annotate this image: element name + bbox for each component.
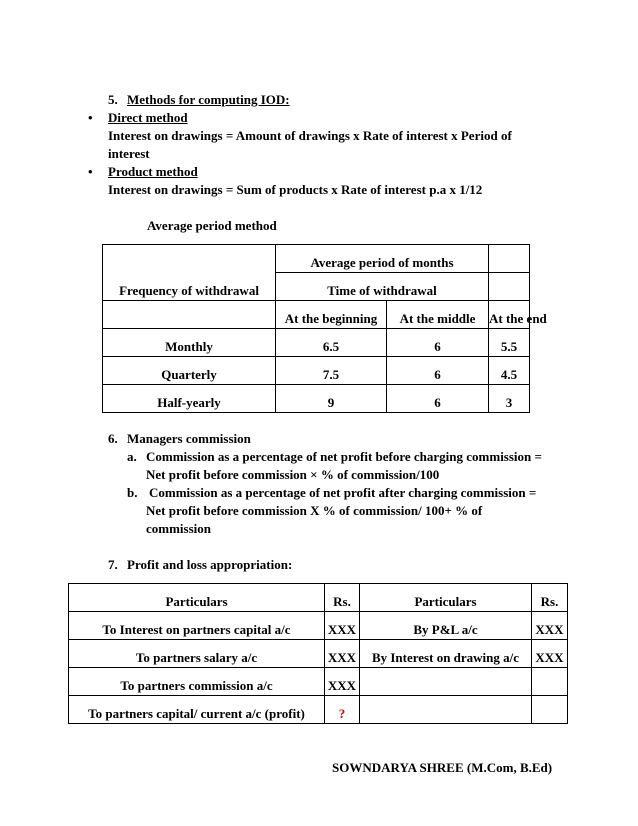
empty-cell (103, 301, 276, 329)
col-beginning-header: At the beginning (276, 301, 387, 329)
product-method-formula: Interest on drawings = Sum of products x Rate of interest p.a x 1/12 (108, 182, 483, 197)
credit-amount (532, 668, 568, 696)
row-label: Quarterly (103, 357, 276, 385)
row-label: Half-yearly (103, 385, 276, 413)
section-7-number: 7. (108, 557, 118, 572)
value-cell: 9 (276, 385, 387, 413)
item-b-marker: b. (127, 485, 138, 500)
debit-particular: To partners commission a/c (69, 668, 325, 696)
pl-appropriation-table (68, 583, 568, 724)
item-a-line2: Net profit before commission × % of commission/100 (146, 467, 440, 482)
empty-cell (489, 273, 530, 301)
credit-particular (360, 668, 532, 696)
time-of-withdrawal-header: Time of withdrawal (276, 273, 489, 301)
particulars-header: Particulars (69, 584, 325, 612)
credit-particular: By P&L a/c (360, 612, 532, 640)
frequency-header: Frequency of withdrawal (103, 245, 276, 301)
value-cell: 6.5 (276, 329, 387, 357)
item-a-line1: Commission as a percentage of net profit before charging commission = (146, 449, 542, 464)
credit-amount: XXX (532, 612, 568, 640)
direct-method-formula-line1: Interest on drawings = Amount of drawings x Rate of interest x Period of (108, 128, 512, 143)
particulars-header: Particulars (360, 584, 532, 612)
debit-particular: To partners salary a/c (69, 640, 325, 668)
credit-particular (360, 696, 532, 724)
table-header-row (69, 584, 568, 612)
debit-particular: To Interest on partners capital a/c (69, 612, 325, 640)
credit-particular: By Interest on drawing a/c (360, 640, 532, 668)
value-cell: 6 (387, 329, 489, 357)
debit-amount: XXX (325, 668, 360, 696)
credit-amount (532, 696, 568, 724)
avg-period-header: Average period of months (276, 245, 489, 273)
table-row (103, 357, 530, 385)
value-cell: 4.5 (489, 357, 530, 385)
value-cell: 6 (387, 357, 489, 385)
col-end-header: At the end (489, 301, 530, 329)
item-b-line1: Commission as a percentage of net profit after charging commission = (149, 485, 537, 500)
direct-method-title: Direct method (108, 110, 188, 125)
table-row (69, 612, 568, 640)
debit-amount: ? (325, 696, 360, 724)
value-cell: 7.5 (276, 357, 387, 385)
col-middle-header: At the middle (387, 301, 489, 329)
table-row (69, 668, 568, 696)
average-period-table (102, 244, 547, 413)
section-6-heading: Managers commission (127, 431, 251, 446)
table-row (103, 385, 530, 413)
bullet-product: • (88, 164, 93, 179)
item-b-line2: Net profit before commission X % of commission/ 100+ % of (146, 503, 483, 518)
table-row (69, 696, 568, 724)
section-5-number: 5. (108, 92, 118, 107)
item-a-marker: a. (127, 449, 137, 464)
credit-amount: XXX (532, 640, 568, 668)
section-7-heading: Profit and loss appropriation: (127, 557, 293, 572)
rs-header: Rs. (325, 584, 360, 612)
section-5-heading: Methods for computing IOD: (127, 92, 290, 107)
debit-amount: XXX (325, 640, 360, 668)
table-row (69, 640, 568, 668)
debit-amount: XXX (325, 612, 360, 640)
direct-method-formula-line2: interest (108, 146, 150, 161)
row-label: Monthly (103, 329, 276, 357)
value-cell: 3 (489, 385, 530, 413)
empty-cell (489, 245, 530, 273)
product-method-title: Product method (108, 164, 198, 179)
item-b-line3: commission (146, 521, 211, 536)
author-footer: SOWNDARYA SHREE (M.Com, B.Ed) (332, 760, 553, 775)
rs-header: Rs. (532, 584, 568, 612)
value-cell: 6 (387, 385, 489, 413)
average-period-title: Average period method (147, 218, 277, 233)
table-row (103, 329, 530, 357)
debit-particular: To partners capital/ current a/c (profit) (69, 696, 325, 724)
value-cell: 5.5 (489, 329, 530, 357)
bullet-direct: • (88, 110, 93, 125)
section-6-number: 6. (108, 431, 118, 446)
